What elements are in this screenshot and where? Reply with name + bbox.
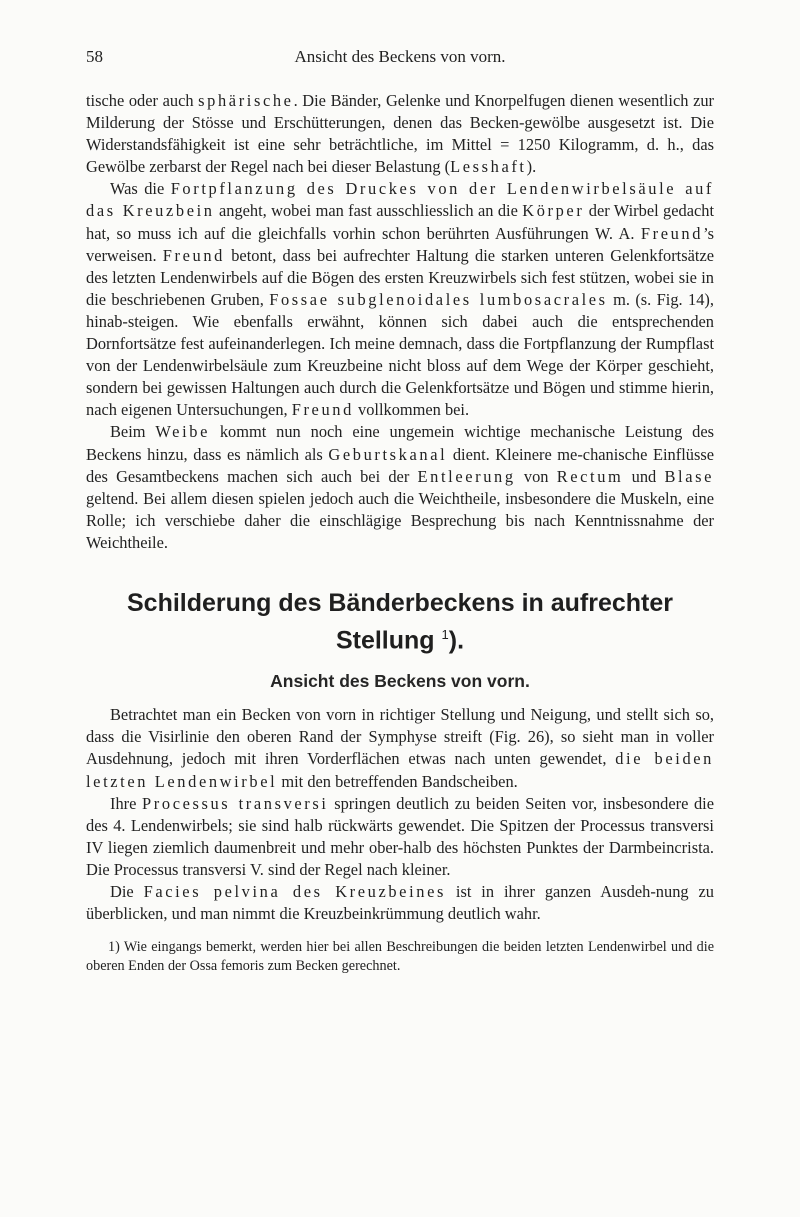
spaced-term: Fortpflanzung des Druckes von der Lendenwirbelsäule auf das Kreuzbein (86, 179, 715, 221)
page-number: 58 (86, 47, 103, 66)
running-title: Ansicht des Beckens von vorn. (294, 47, 506, 66)
page-header (86, 47, 714, 73)
spaced-term: Freund (162, 245, 225, 265)
spaced-term: Freund (291, 400, 354, 420)
spaced-term: Freund (640, 223, 704, 243)
paragraph-6: Die Facies pelvina des Kreuzbeines ist in ihrer ganzen Ausdeh-nung zu überblicken, und man nimmt die Kreuzbeinkrümmung deutlich wahr. (86, 882, 714, 924)
footnote-number: 1) (108, 939, 120, 956)
spaced-term: Lesshaft (450, 157, 527, 177)
spaced-term: Geburtskanal (328, 444, 448, 464)
paragraph-5: Ihre Processus transversi springen deutlich zu beiden Seiten vor, insbesondere die des 4. Lendenwirbels; sie sind halb rückwärts gewendet. Die Spitzen der Processus transversi IV liegen ziemlich daumenbreit und mehr ober-halb des höchsten Punktes der Darmbeincrista. Die Processus transversi V. sind der Regel nach kleiner. (86, 793, 715, 879)
paragraph-3: Beim Weibe kommt nun noch eine ungemein wichtige mechanische Leistung des Beckens hinzu, dass es nämlich als Geburtskanal dient. Kleinere me-chanische Einflüsse des Gesamtbeckens machen sich auch bei der Entleerung von Rectum und Blase geltend. Bei allem diesen spielen jedoch auch die Weichtheile, insbesondere die Muskeln, eine Rolle; ich verschiebe daher die einschlägige Besprechung bis nach Kenntnissnahme der Weichtheile. (86, 422, 715, 552)
paragraph-2: Was die Fortpflanzung des Druckes von der Lendenwirbelsäule auf das Kreuzbein angeht, wobei man fast ausschliesslich an die Körper der Wirbel gedacht hat, so muss ich auf die gleichfalls vorhin schon berührten Ausführungen W. A. Freund’s verweisen. Freund betont, dass bei aufrechter Haltung die starken unteren Gelenkfortsätze des letzten Lendenwirbels auf die Bögen des ersten Kreuzwirbels sich fest stützen, wobei sie in die beschriebenen Gruben, Fossae subglenoidales lumbosacrales m. (s. Fig. 14), hinab-steigen. Wie ebenfalls erwähnt, können sich dabei auch die entsprechenden Dornfortsätze fest aufeinanderlegen. Ich meine demnach, dass die Fortpflanzung der Rumpflast von der Lendenwirbelsäule zum Kreuzbeine nicht bloss auf dem Wege der Körper geschieht, sondern bei gewissen Haltungen auch durch die Gelenkfortsätze und Bögen und stimme hierin, nach eigenen Untersuchungen, Freund vollkommen bei. (86, 179, 715, 420)
spaced-term: Körper (522, 201, 585, 221)
section-title: Schilderung des Bänderbeckens in aufrechter Stellung $^1$). (127, 588, 673, 655)
spaced-term: Rectum (556, 466, 624, 486)
page-body (86, 90, 714, 975)
spaced-term: sphärische (198, 91, 294, 110)
spaced-term: Fossae subglenoidales lumbosacrales (269, 289, 608, 309)
paragraph-4: Betrachtet man ein Becken von vorn in richtiger Stellung und Neigung, und stellt sich so, dass die Visirlinie den oberen Rand der Symphyse streift (Fig. 26), so sieht man in voller Ausdehnung, jedoch mit ihren Vorderflächen etwas nach unten gewendet, die beiden letzten Lendenwirbel mit den betreffenden Bandscheiben. (86, 705, 714, 791)
spaced-term: Entleerung (417, 466, 516, 486)
paragraph-1: tische oder auch sphärische. Die Bänder, Gelenke und Knorpelfugen dienen wesentlich zur Milderung der Stösse und Erschütterungen, denen das Becken-gewölbe ausgesetzt ist. Die Widerstandsfähigkeit ist eine sehr beträchtliche, im Mittel = 1250 Kilogramm, d. h., das Gewölbe zerbarst der Regel nach bei dieser Belastung (Lesshaft). (86, 91, 714, 177)
spaced-term: Facies pelvina des Kreuzbeines (143, 882, 446, 902)
spaced-term: Blase (664, 466, 715, 486)
footnote-marker: 1 (441, 626, 449, 642)
spaced-term: Processus transversi (142, 793, 329, 813)
spaced-term: die beiden letzten Lendenwirbel (86, 749, 714, 791)
footnote: 1) Wie eingangs bemerkt, werden hier bei allen Beschreibungen die beiden letzten Lendenwirbel und die oberen Enden der Ossa femoris zum Becken gerechnet. (86, 939, 714, 974)
spaced-term: Weibe (155, 422, 210, 442)
section-subtitle: Ansicht des Beckens von vorn. (270, 671, 530, 692)
